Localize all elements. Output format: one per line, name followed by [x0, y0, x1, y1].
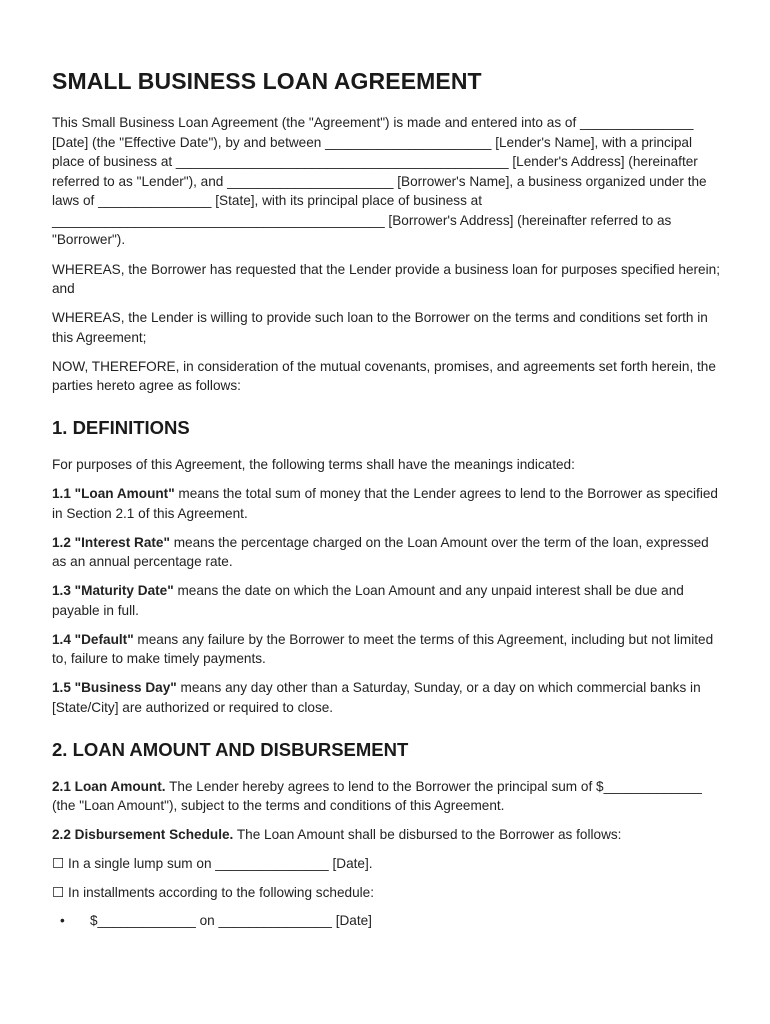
definition-1-4 [52, 630, 722, 669]
section-spacer [52, 405, 722, 417]
definition-text: means the date on which the Loan Amount and any unpaid interest shall be due and payable in full. [52, 583, 684, 618]
definition-term: 1.5 "Business Day" [52, 680, 177, 695]
section-spacer [52, 727, 722, 739]
section-2-heading: 2. LOAN AMOUNT AND DISBURSEMENT [52, 738, 409, 760]
definitions-lead: For purposes of this Agreement, the following terms shall have the meanings indicated: [52, 457, 575, 472]
definition-text: means the total sum of money that the Lender agrees to lend to the Borrower as specified in Section 2.1 of this Agreement. [52, 486, 718, 521]
definition-term: 1.1 "Loan Amount" [52, 486, 175, 501]
installment-line: $_____________ on _______________ [Date] [90, 913, 372, 928]
whereas-paragraph-1: WHEREAS, the Borrower has requested that the Lender provide a business loan for purposes specified herein; and [52, 261, 720, 296]
document-page [52, 68, 722, 931]
clause-2-2 [52, 825, 722, 845]
option-lump-sum: ☐ In a single lump sum on _______________ [Date]. [52, 856, 373, 871]
intro-paragraph: This Small Business Loan Agreement (the "Agreement") is made and entered into as of _______________ [Date] (the "Effective Date"), by and between ______________________ [Lender's Name], with a principal place of business at ____________________________________________ [Lender's Address] (hereinafter referred to as "Lender"), and ______________________ [Borrower's Name], a business organized under the laws of _______________ [State], with its principal place of business at ____________________________________________ [Borrower's Address] (hereinafter referred to as "Borrower"). [52, 115, 707, 247]
option-installments: ☐ In installments according to the following schedule: [52, 884, 374, 900]
definition-text: means any day other than a Saturday, Sunday, or a day on which commercial banks in [State/City] are authorized or required to close. [52, 680, 701, 715]
now-therefore-paragraph: NOW, THEREFORE, in consideration of the mutual covenants, promises, and agreements set forth herein, the parties hereto agree as follows: [52, 358, 716, 393]
installment-list [52, 911, 722, 931]
clause-term: 2.2 Disbursement Schedule. [52, 827, 234, 842]
clause-text: The Lender hereby agrees to lend to the Borrower the principal sum of $_____________ (the "Loan Amount"), subject to the terms and conditions of this Agreement. [52, 778, 702, 813]
section-1-heading: 1. DEFINITIONS [52, 417, 190, 438]
definition-1-2 [52, 533, 722, 572]
definition-term: 1.2 "Interest Rate" [52, 534, 170, 550]
list-item [52, 911, 722, 931]
definition-text: means the percentage charged on the Loan Amount over the term of the loan, expressed as an annual percentage rate. [52, 534, 709, 569]
bullet-icon: • [60, 913, 65, 928]
definition-text: means any failure by the Borrower to meet the terms of this Agreement, including but not limited to, failure to make timely payments. [52, 631, 714, 666]
clause-text: The Loan Amount shall be disbursed to the Borrower as follows: [233, 827, 622, 842]
whereas-paragraph-2: WHEREAS, the Lender is willing to provide such loan to the Borrower on the terms and conditions set forth in this Agreement; [52, 310, 708, 345]
definition-term: 1.4 "Default" [52, 631, 134, 647]
clause-term: 2.1 Loan Amount. [52, 778, 166, 794]
definition-1-3 [52, 581, 722, 620]
definition-term: 1.3 "Maturity Date" [52, 583, 174, 598]
definition-1-1 [52, 484, 722, 523]
clause-2-1 [52, 777, 722, 816]
definition-1-5 [52, 678, 722, 717]
document-title: SMALL BUSINESS LOAN AGREEMENT [52, 68, 482, 94]
